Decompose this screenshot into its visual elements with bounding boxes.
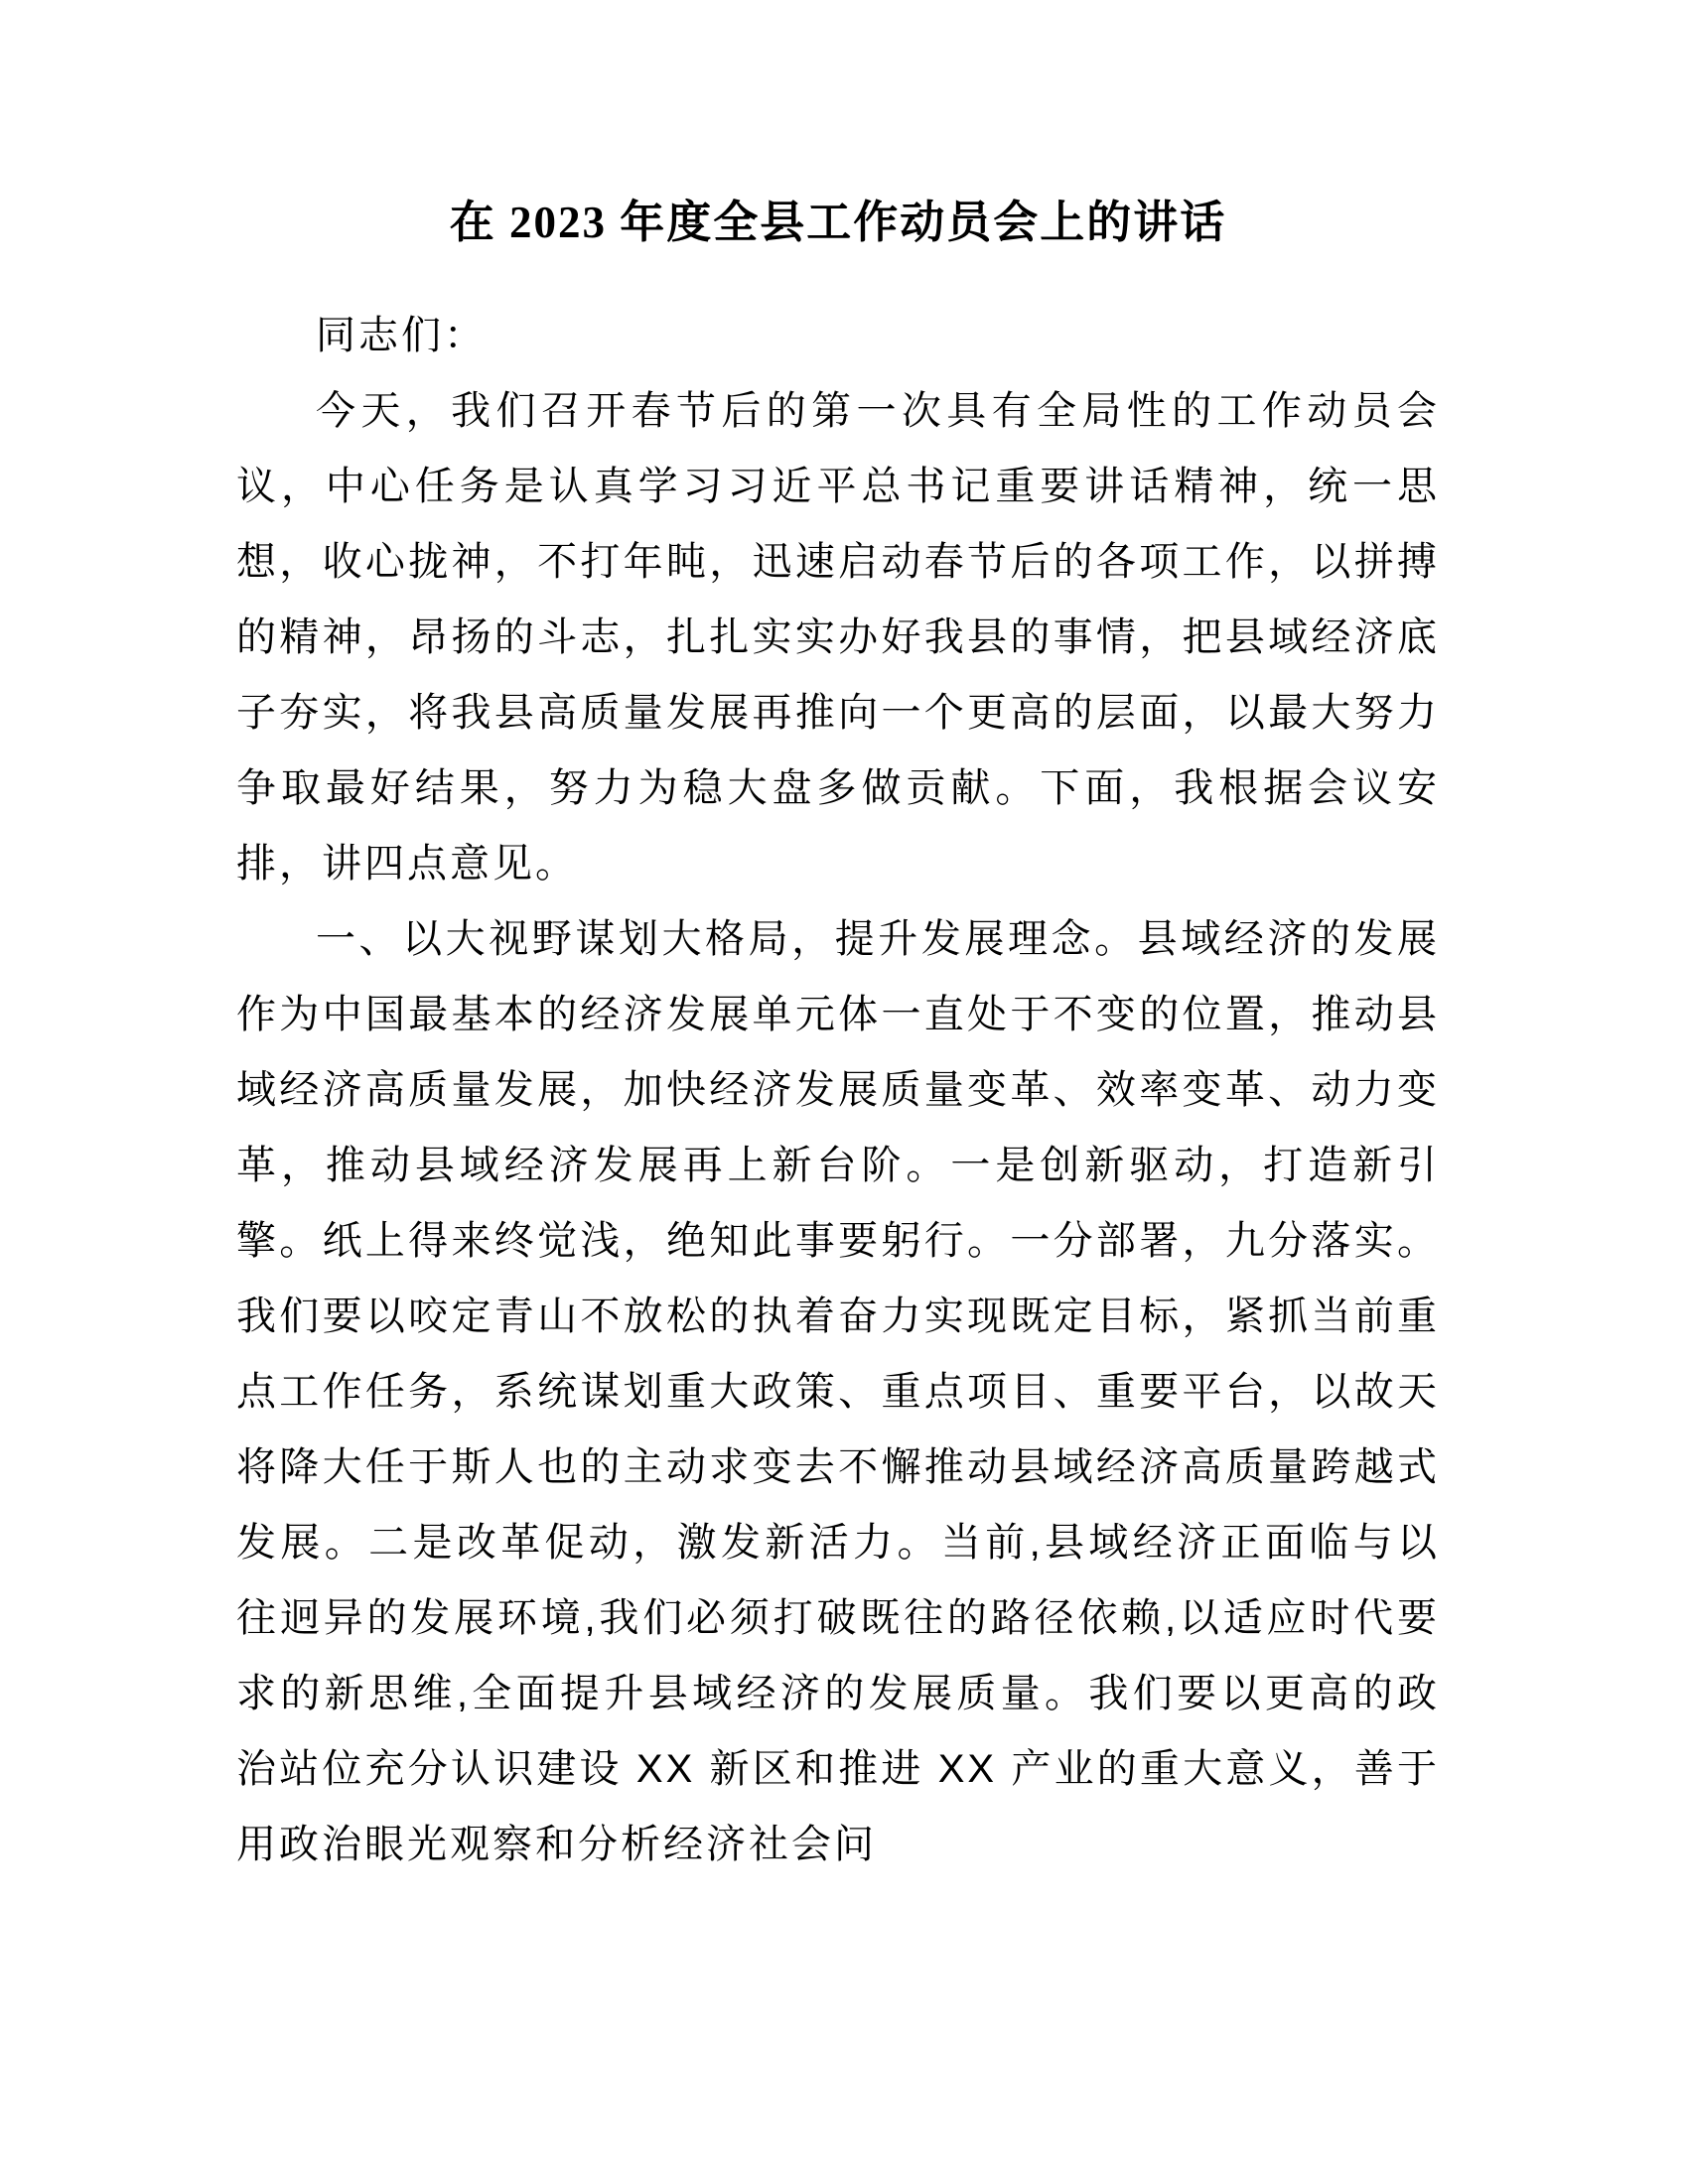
intro-paragraph: 今天，我们召开春节后的第一次具有全局性的工作动员会议，中心任务是认真学习习近平总书记重要讲话精神，统一思想，收心拢神，不打年盹，迅速启动春节后的各项工作，以拼搏的精神，昂扬的斗志，扎扎实实办好我县的事情，把县域经济底子夯实，将我县高质量发展再推向一个更高的层面，以最大努力争取最好结果，努力为稳大盘多做贡献。下面，我根据会议安排，讲四点意见。 <box>236 388 1440 886</box>
document-body <box>236 298 1440 1882</box>
document-title: 在 2023 年度全县工作动员会上的讲话 <box>449 198 1227 247</box>
section-one-paragraph: 一、以大视野谋划大格局，提升发展理念。县域经济的发展作为中国最基本的经济发展单元体一直处于不变的位置，推动县域经济高质量发展，加快经济发展质量变革、效率变革、动力变革，推动县域经济发展再上新台阶。一是创新驱动，打造新引擎。纸上得来终觉浅，绝知此事要躬行。一分部署，九分落实。我们要以咬定青山不放松的执着奋力实现既定目标，紧抓当前重点工作任务，系统谋划重大政策、重点项目、重要平台，以故天将降大任于斯人也的主动求变去不懈推动县域经济高质量跨越式发展。二是改革促动，激发新活力。当前,县域经济正面临与以往迥异的发展环境,我们必须打破既往的路径依赖,以适应时代要求的新思维,全面提升县域经济的发展质量。我们要以更高的政治站位充分认识建设 XX 新区和推进 XX 产业的重大意义，善于用政治眼光观察和分析经济社会问 <box>236 916 1440 1866</box>
salutation-paragraph: 同志们： <box>316 313 487 357</box>
